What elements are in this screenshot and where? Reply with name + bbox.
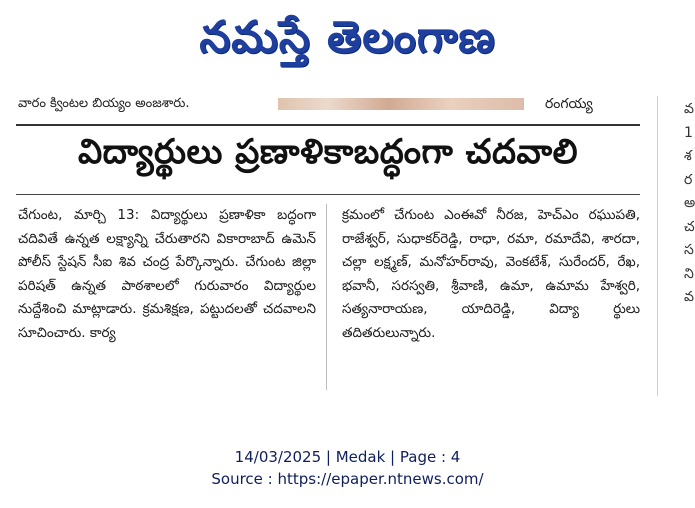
adjacent-line: చ	[684, 218, 695, 235]
top-rule	[16, 124, 640, 126]
adjacent-line: శ	[684, 148, 692, 164]
adjacent-line: వ	[684, 289, 694, 305]
adjacent-line: స	[684, 242, 694, 258]
article-body-column-1: చేగుంట, మార్చి 13: విద్యార్థులు ప్రణాళికా బద్ధంగా చదివితే ఉన్నత లక్ష్యాన్ని చేరుతారని వికారాబాద్ ఉమెన్ పోలీస్ స్టేషన్ సీఐ శివ చంద్ర పేర్కొన్నారు. చేగుంట జిల్లా పరిషత్ ఉన్నత పాఠశాలలో గురువారం విద్యార్థుల నుద్దేశించి మాట్లాడారు. క్రమశిక్షణ, పట్టుదలతో చదవాలని సూచించారు. కార్య	[18, 207, 316, 341]
adjacent-column-fragment	[684, 98, 695, 310]
adjacent-line: వ	[684, 101, 694, 117]
source-footer	[0, 446, 695, 490]
adjacent-line: 1	[684, 124, 693, 141]
previous-article-fragment-right: రంగయ్య	[545, 96, 593, 112]
masthead	[0, 0, 695, 86]
previous-article-fragment-left: వారం క్వింటల బియ్యం అంజశారు.	[18, 96, 190, 111]
column-divider	[326, 204, 327, 390]
newspaper-logo: నమస్తే తెలంగాణ	[199, 12, 496, 63]
article-headline: విద్యార్థులు ప్రణాళికాబద్ధంగా చదవాలి	[77, 132, 579, 172]
edition-info: 14/03/2025 | Medak | Page : 4	[234, 448, 461, 466]
article-clipping	[0, 86, 695, 426]
source-url: Source : https://epaper.ntnews.com/	[211, 470, 484, 488]
adjacent-line: అ	[684, 195, 695, 211]
adjacent-line: ర	[684, 171, 693, 188]
adjacent-line: ని	[684, 265, 694, 282]
photo-strip	[278, 98, 524, 110]
column-separator-right	[657, 96, 658, 396]
article-body-column-2: క్రమంలో చేగుంట ఎంఈవో నీరజ, హెచ్ఎం రఘుపతి, రాజేశ్వర్, సుధాకర్‌రెడ్డి, రాధా, రమా, రమాదేవి, శారదా, చల్లా లక్ష్మణ్, మనోహర్‌రావు, వెంకటేశ్, సురేందర్, రేఖ, భవానీ, సరస్వతి, శ్రీవాణి, ఉమా, ఉమామ హేశ్వరి, సత్యనారాయణ, యాదిరెడ్డి, విద్యా ర్థులు తదితరులున్నారు.	[342, 207, 640, 341]
headline-rule	[16, 194, 640, 195]
